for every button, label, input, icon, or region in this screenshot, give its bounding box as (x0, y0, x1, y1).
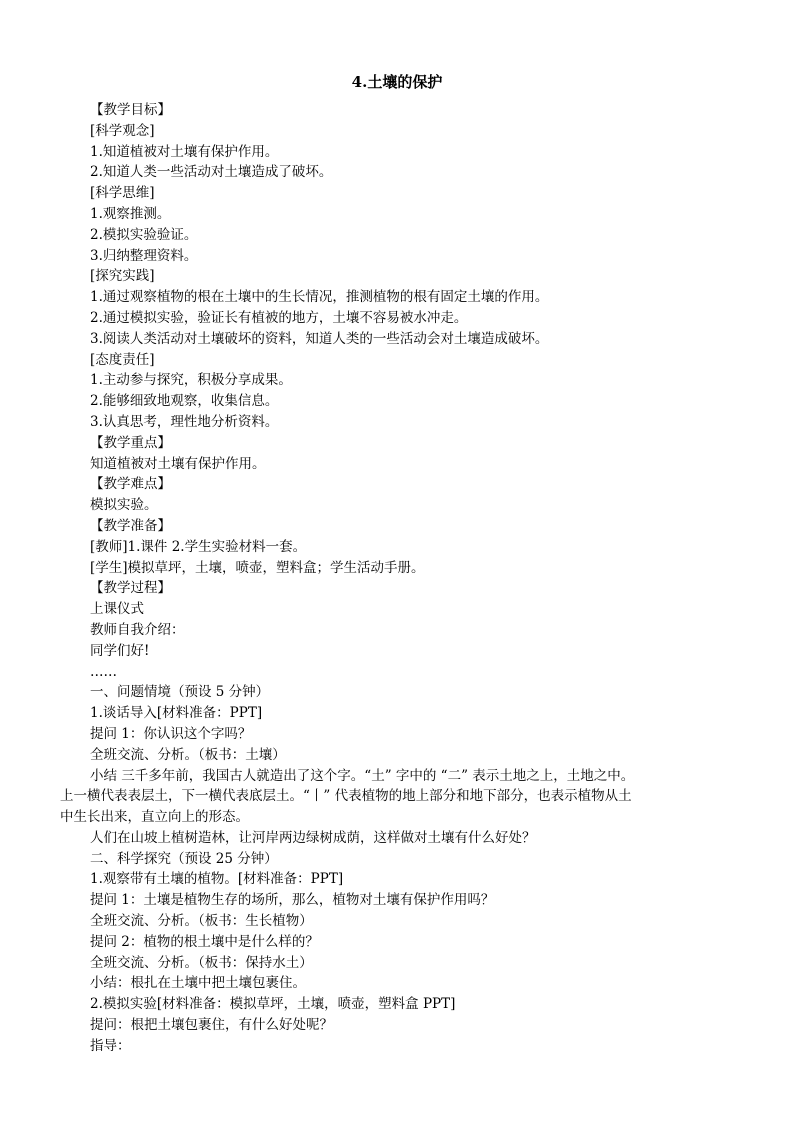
text-line: 全班交流、分析。（板书：生长植物） (90, 913, 313, 930)
text-line: 一、问题情境（预设 5 分钟） (90, 684, 270, 701)
text-line: 2.知道人类一些活动对土壤造成了破坏。 (90, 164, 333, 181)
text-line: [态度责任] (90, 351, 155, 368)
text-line: 上一横代表表层土，下一横代表底层土。“丨” 代表植物的地上部分和地下部分，也表示植物从土 (60, 788, 632, 805)
text-line: 2.能够细致地观察，收集信息。 (90, 393, 279, 410)
text-line: 上课仪式 (90, 601, 144, 618)
text-line: 1.谈话导入[材料准备：PPT] (90, 705, 263, 722)
text-line: 1.观察推测。 (90, 205, 171, 222)
text-line: 【教学重点】 (90, 434, 171, 451)
text-line: 【教学目标】 (90, 102, 171, 118)
text-line: [探究实践] (90, 268, 155, 285)
document-body (60, 100, 740, 1057)
text-line: …… (90, 663, 117, 680)
text-line: 【教学准备】 (90, 517, 171, 534)
text-line: 指导： (90, 1037, 131, 1054)
text-line: 知道植被对土壤有保护作用。 (90, 455, 266, 472)
text-line: 【教学过程】 (90, 580, 171, 597)
text-line: 二、科学探究（预设 25 分钟） (90, 850, 278, 867)
text-line: 2.模拟实验验证。 (90, 226, 198, 243)
document-title: 4.土壤的保护 (351, 73, 443, 91)
text-line: [学生]模拟草坪，土壤，喷壶，塑料盒；学生活动手册。 (90, 559, 425, 576)
text-line: [科学观念] (90, 122, 155, 139)
text-line: 小结：根扎在土壤中把土壤包裹住。 (90, 975, 306, 992)
text-line: 中生长出来，直立向上的形态。 (60, 809, 249, 826)
text-line: 人们在山坡上植树造林，让河岸两边绿树成荫，这样做对土壤有什么好处？ (90, 829, 536, 846)
text-line: 提问 1：土壤是植物生存的场所，那么，植物对土壤有保护作用吗？ (90, 892, 495, 909)
text-line: 模拟实验。 (90, 497, 158, 514)
text-line: 2.模拟实验[材料准备：模拟草坪，土壤，喷壶，塑料盒 PPT] (90, 996, 456, 1013)
text-line: 1.通过观察植物的根在土壤中的生长情况，推测植物的根有固定土壤的作用。 (90, 289, 549, 306)
text-line: 3.阅读人类活动对土壤破坏的资料，知道人类的一些活动会对土壤造成破坏。 (90, 330, 549, 347)
text-line: 提问 1：你认识这个字吗？ (90, 725, 252, 742)
text-line: [教师]1.课件 2.学生实验材料一套。 (90, 538, 307, 555)
text-line: 1.主动参与探究，积极分享成果。 (90, 372, 292, 389)
text-line: 小结 三千多年前，我国古人就造出了这个字。“土” 字中的 “二” 表示土地之上，土地之中。 (90, 767, 635, 784)
text-line: 【教学难点】 (90, 476, 171, 493)
text-line: 3.归纳整理资料。 (90, 247, 198, 264)
text-line: 3.认真思考，理性地分析资料。 (90, 413, 279, 430)
text-line: [科学思维] (90, 185, 155, 202)
text-line: 提问：根把土壤包裹住，有什么好处呢？ (90, 1017, 333, 1034)
text-line: 教师自我介绍： (90, 621, 185, 638)
text-line: 2.通过模拟实验，验证长有植被的地方，土壤不容易被水冲走。 (90, 309, 468, 326)
text-line: 1.观察带有土壤的植物。[材料准备：PPT] (90, 871, 344, 888)
text-line: 全班交流、分析。（板书：保持水土） (90, 954, 313, 971)
text-line: 1.知道植被对土壤有保护作用。 (90, 143, 279, 160)
text-line: 提问 2：植物的根土壤中是什么样的？ (90, 933, 319, 950)
text-line: 全班交流、分析。（板书：土壤） (90, 746, 286, 763)
text-line: 同学们好! (90, 642, 150, 659)
